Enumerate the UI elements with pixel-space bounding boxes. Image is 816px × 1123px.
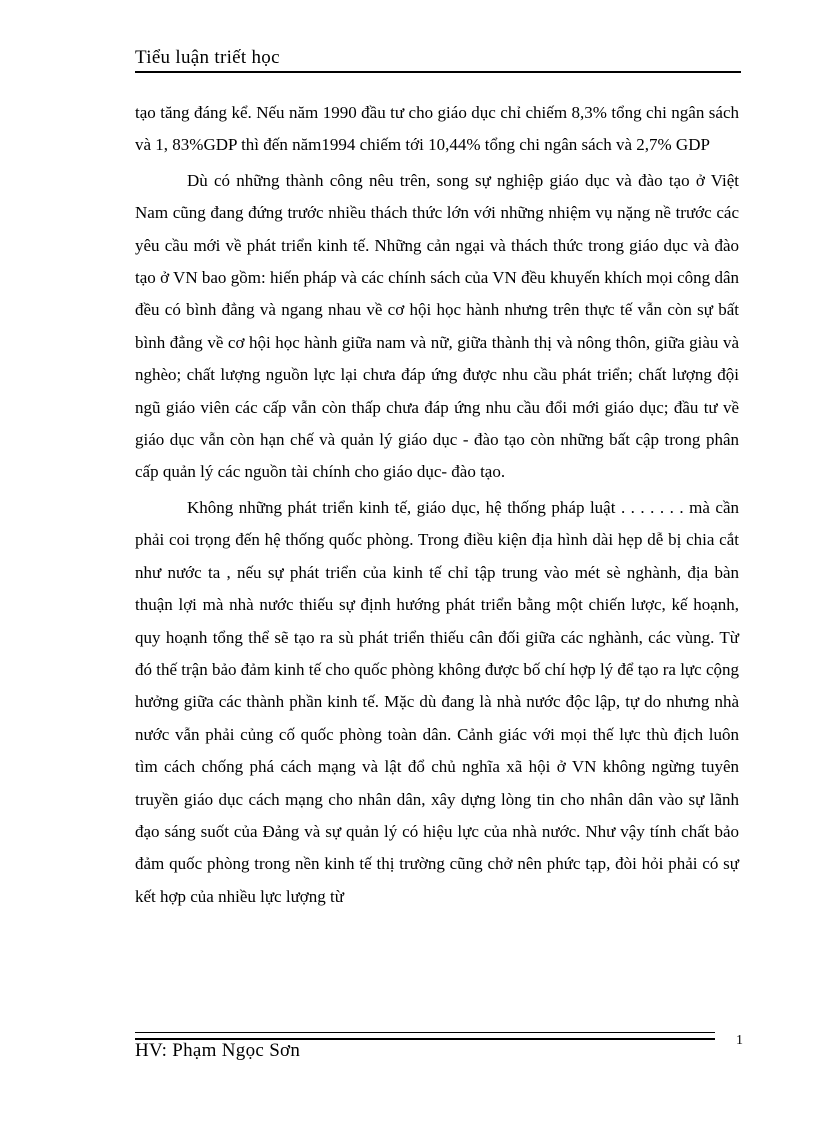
footer-rule [135, 1032, 715, 1040]
page-number: 1 [736, 1033, 743, 1048]
header-rule [135, 71, 741, 73]
footer-author: HV: Phạm Ngọc Sơn [135, 1040, 301, 1061]
paragraph-challenges: Dù có những thành công nêu trên, song sự nghiệp giáo dục và đào tạo ở Việt Nam cũng đang đứng trước nhiều thách thức lớn với những nhiệm vụ nặng nề trước các yêu cầu mới về phát triển kinh tế. Những cản ngại và thách thức trong giáo dục và đào tạo ở VN bao gồm: hiến pháp và các chính sách của VN đều khuyến khích mọi công dân đều có bình đẳng và ngang nhau về cơ hội học hành nhưng trên thực tế vẫn còn sự bất bình đẳng về cơ hội học hành giữa nam và nữ, giữa thành thị và nông thôn, giữa giàu và nghèo; chất lượng nguồn lực lại chưa đáp ứng được nhu cầu phát triển; chất lượng đội ngũ giáo viên các cấp vẫn còn thấp chưa đáp ứng nhu cầu đổi mới giáo dục; đầu tư về giáo dục vẫn còn hạn chế và quản lý giáo dục - đào tạo còn những bất cập trong phân cấp quản lý các nguồn tài chính cho giáo dục- đào tạo. [135, 170, 739, 482]
paragraph-defense: Không những phát triển kinh tế, giáo dục, hệ thống pháp luật . . . . . . . mà cần phải coi trọng đến hệ thống quốc phòng. Trong điều kiện địa hình dài hẹp dễ bị chia cắt như nước ta , nếu sự phát triển của kinh tế chỉ tập trung vào mét sè nghành, địa bàn thuận lợi mà nhà nước thiếu sự định hướng phát triển bằng một chiến lược, kế hoạnh, quy hoạnh tổng thể sẽ tạo ra sù phát triển thiếu cân đối giữa các nghành, các vùng. Từ đó thế trận bảo đảm kinh tế cho quốc phòng không được bố chí hợp lý để tạo ra lực cộng hưởng giữa các thành phần kinh tế. Mặc dù đang là nhà nước độc lập, tự do nhưng nhà nước vẫn phải củng cố quốc phòng toàn dân. Cảnh giác với mọi thế lực thù địch luôn tìm cách chống phá cách mạng và lật đổ chủ nghĩa xã hội ở VN không ngừng tuyên truyền giáo dục cách mạng cho nhân dân, xây dựng lòng tin cho nhân dân vào sự lãnh đạo sáng suốt của Đảng và sự quản lý có hiệu lực của nhà nước. Như vậy tính chất bảo đảm quốc phòng trong nền kinh tế thị trường cũng chở nên phức tạp, đòi hỏi phải có sự kết hợp của nhiều lực lượng từ [135, 497, 739, 906]
body-text [135, 97, 739, 916]
paragraph-continuation: tạo tăng đáng kể. Nếu năm 1990 đầu tư cho giáo dục chỉ chiếm 8,3% tổng chi ngân sách và 1, 83%GDP thì đến năm1994 chiếm tới 10,44% tổng chi ngân sách và 2,7% GDP [135, 103, 739, 155]
header-title: Tiểu luận triết học [135, 47, 280, 68]
